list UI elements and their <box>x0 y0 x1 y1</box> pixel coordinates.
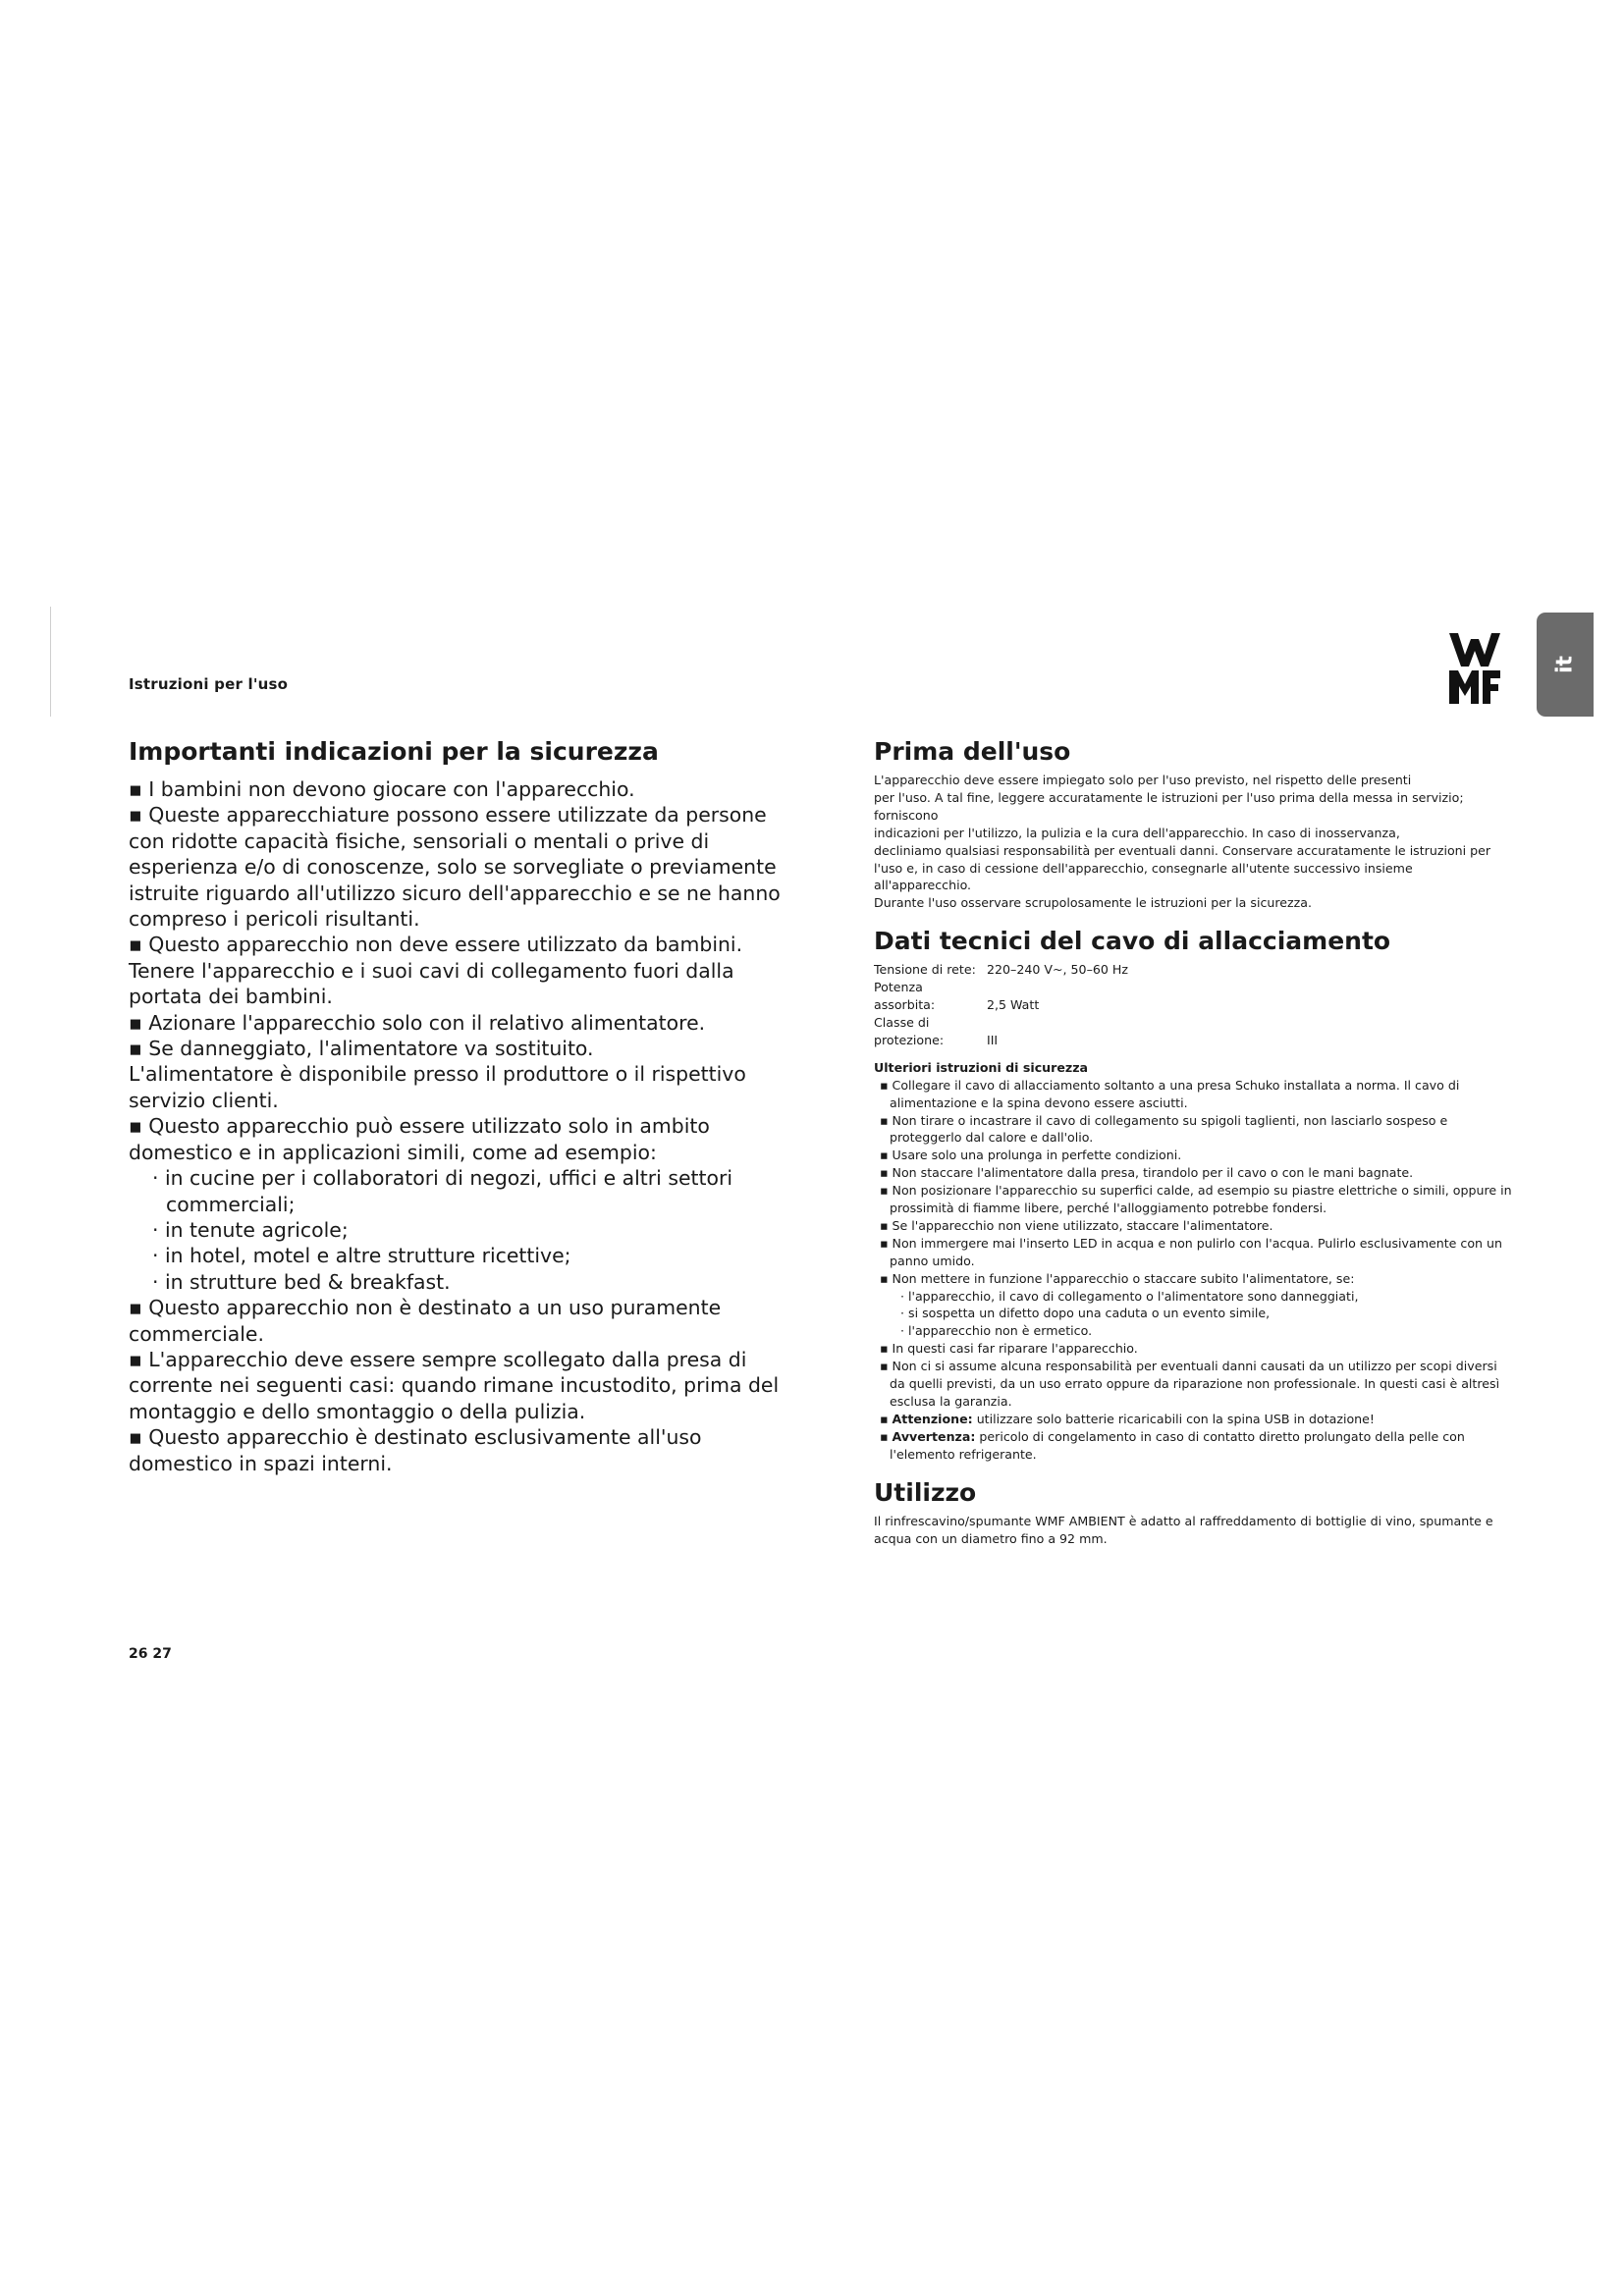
safety-bullet: · l'apparecchio, il cavo di collegamento o l'alimentatore sono danneggiati, <box>900 1288 1359 1304</box>
bullet-emphasis: Attenzione: <box>892 1411 973 1426</box>
margin-rule <box>50 607 51 717</box>
safety-item: L'alimentatore è disponibile presso il produttore o il rispettivo servizio clienti. <box>129 1062 746 1112</box>
dati-title: Dati tecnici del cavo di allacciamento <box>874 927 1391 956</box>
prima-text <box>874 772 1512 912</box>
safety-item: ▪ Questo apparecchio può essere utilizzato solo in ambito domestico e in applicazioni simili, come ad esempio: <box>129 1114 710 1164</box>
safety-bullet: ▪ In questi casi far riparare l'apparecchio. <box>880 1341 1138 1357</box>
safety-bullet: ▪ Se l'apparecchio non viene utilizzato, staccare l'alimentatore. <box>880 1217 1273 1233</box>
prima-line: L'apparecchio deve essere impiegato solo per l'uso previsto, nel rispetto delle presenti <box>874 773 1412 787</box>
utilizzo-text: Il rinfrescavino/spumante WMF AMBIENT è adatto al raffreddamento di bottiglie di vino, spumante e acqua con un diametro fino a 92 mm. <box>874 1513 1493 1546</box>
bullet-text: pericolo di congelamento in caso di contatto diretto prolungato della pelle con l'elemento refrigerante. <box>890 1428 1465 1462</box>
safety-item: ▪ Queste apparecchiature possono essere utilizzate da persone con ridotte capacità fisiche, sensoriali o mentali o prive di esperienza e/o di conoscenze, solo se sorvegliate o previamente istruite riguardo all'utilizzo sicuro dell'apparecchio e se ne hanno compreso i pericoli risultanti. <box>129 803 781 932</box>
info-column <box>874 736 1512 1547</box>
tech-specs <box>874 961 1512 1049</box>
safety-bullet: ▪ Non immergere mai l'inserto LED in acqua e non pulirlo con l'acqua. Pulirlo esclusivamente con un panno umido. <box>880 1235 1502 1268</box>
safety-item: ▪ Azionare l'apparecchio solo con il relativo alimentatore. <box>129 1010 706 1035</box>
prima-line: indicazioni per l'utilizzo, la pulizia e la cura dell'apparecchio. In caso di inosservanza, <box>874 825 1400 840</box>
page-numbers: 26 27 <box>129 1646 172 1662</box>
safety-bullet: ▪ Attenzione: utilizzare solo batterie ricaricabili con la spina USB in dotazione! <box>880 1411 1375 1426</box>
spec-row <box>874 979 1512 1014</box>
language-tab-label: it <box>1552 655 1578 674</box>
spec-row <box>874 1014 1512 1049</box>
safety-list <box>129 776 796 1476</box>
spec-label: Classe di protezione: <box>874 1014 945 1047</box>
safety-item: ▪ Se danneggiato, l'alimentatore va sostituito. <box>129 1037 594 1061</box>
safety-bullet: ▪ Collegare il cavo di allacciamento soltanto a una presa Schuko installata a norma. Il cavo di alimentazione e la spina devono essere asciutti. <box>880 1077 1460 1110</box>
header-label: Istruzioni per l'uso <box>129 675 289 693</box>
safety-item: ▪ I bambini non devono giocare con l'apparecchio. <box>129 777 635 801</box>
bullet-emphasis: Avvertenza: <box>892 1428 976 1444</box>
safety-bullet: ▪ Usare solo una prolunga in perfette condizioni. <box>880 1148 1182 1163</box>
prima-line: Durante l'uso osservare scrupolosamente le istruzioni per la sicurezza. <box>874 895 1312 911</box>
utilizzo-title: Utilizzo <box>874 1477 977 1507</box>
bullet-text: utilizzare solo batterie ricaricabili con la spina USB in dotazione! <box>972 1411 1375 1426</box>
extra-safety-list <box>874 1077 1512 1464</box>
safety-bullet: ▪ Non posizionare l'apparecchio su superfici calde, ad esempio su piastre elettriche o simili, oppure in prossimità di fiamme libere, perché l'alloggiamento potrebbe fondersi. <box>880 1183 1512 1216</box>
safety-bullet: · si sospetta un difetto dopo una caduta o un evento simile, <box>900 1306 1271 1321</box>
safety-item: ▪ Questo apparecchio non deve essere utilizzato da bambini. Tenere l'apparecchio e i suoi cavi di collegamento fuori dalla portata dei bambini. <box>129 933 743 1009</box>
safety-item: · in hotel, motel e altre strutture ricettive; <box>152 1244 571 1268</box>
spec-value: 2,5 Watt <box>987 997 1040 1013</box>
language-tab <box>1537 613 1594 717</box>
wmf-logo <box>1447 631 1502 706</box>
prima-title: Prima dell'uso <box>874 737 1071 766</box>
safety-bullet: ▪ Avvertenza: pericolo di congelamento in caso di contatto diretto prolungato della pelle con l'elemento refrigerante. <box>880 1428 1465 1462</box>
spec-value: 220–240 V~, 50–60 Hz <box>987 962 1128 978</box>
spec-label: Tensione di rete: <box>874 962 976 978</box>
spec-value: III <box>987 1032 999 1047</box>
spec-row <box>874 961 1512 979</box>
safety-item: · in tenute agricole; <box>152 1217 349 1242</box>
safety-column <box>129 736 796 1476</box>
safety-item: · in cucine per i collaboratori di negozi, uffici e altri settori commerciali; <box>152 1166 732 1216</box>
spec-label: Potenza assorbita: <box>874 980 936 1013</box>
safety-title: Importanti indicazioni per la sicurezza <box>129 737 659 766</box>
safety-item: · in strutture bed & breakfast. <box>152 1269 451 1294</box>
safety-bullet: ▪ Non mettere in funzione l'apparecchio o staccare subito l'alimentatore, se: <box>880 1270 1355 1286</box>
safety-bullet: ▪ Non tirare o incastrare il cavo di collegamento su spigoli taglienti, non lasciarlo sospeso e proteggerlo dal calore e dall'olio. <box>880 1112 1448 1146</box>
safety-subtitle: Ulteriori istruzioni di sicurezza <box>874 1059 1089 1075</box>
safety-item: ▪ Questo apparecchio non è destinato a un uso puramente commerciale. <box>129 1296 722 1346</box>
safety-bullet: ▪ Non ci si assume alcuna responsabilità per eventuali danni causati da un utilizzo per scopi diversi da quelli previsti, da un uso errato oppure da riparazione non professionale. In questi casi è altresì esclusa la garanzia. <box>880 1359 1500 1409</box>
safety-bullet: ▪ Non staccare l'alimentatore dalla presa, tirandolo per il cavo o con le mani bagnate. <box>880 1165 1414 1181</box>
prima-line: decliniamo qualsiasi responsabilità per eventuali danni. Conservare accuratamente le istruzioni per l'uso e, in caso di cessione dell'apparecchio, consegnarle all'utente successivo insieme all'apparecchio. <box>874 842 1491 893</box>
safety-bullet: · l'apparecchio non è ermetico. <box>900 1323 1093 1339</box>
safety-item: ▪ L'apparecchio deve essere sempre scollegato dalla presa di corrente nei seguenti casi: quando rimane incustodito, prima del montaggio e dello smontaggio o della pulizia. <box>129 1347 780 1423</box>
safety-item: ▪ Questo apparecchio è destinato esclusivamente all'uso domestico in spazi interni. <box>129 1425 702 1475</box>
prima-line: per l'uso. A tal fine, leggere accuratamente le istruzioni per l'uso prima della messa in servizio; forniscono <box>874 789 1464 823</box>
